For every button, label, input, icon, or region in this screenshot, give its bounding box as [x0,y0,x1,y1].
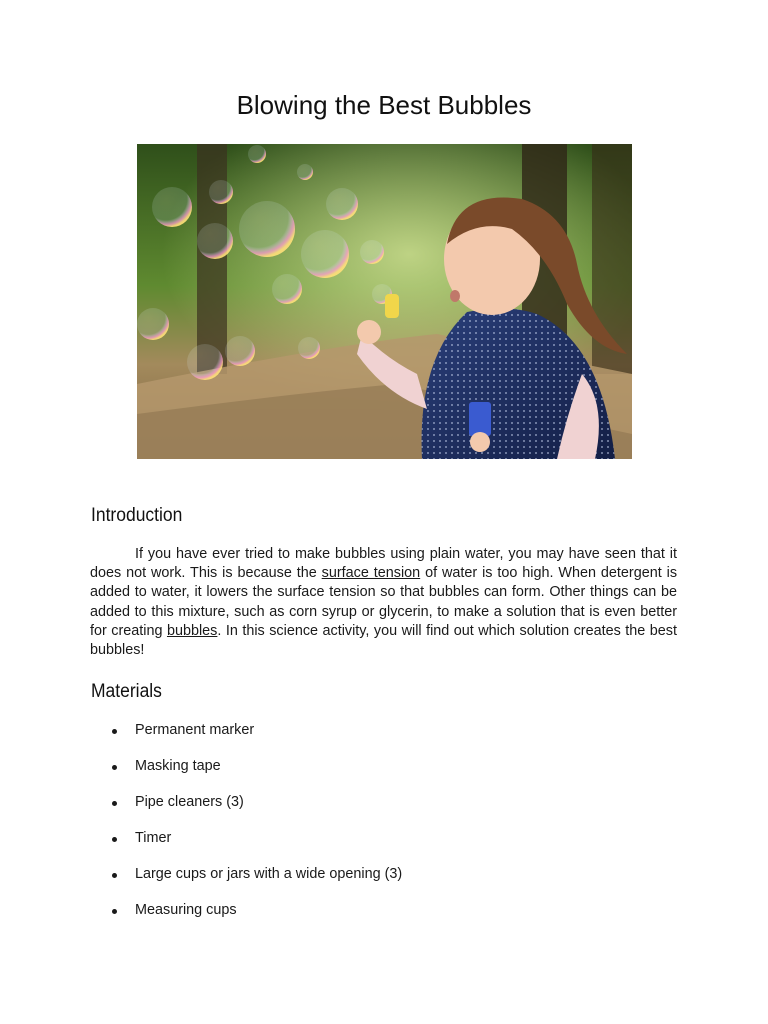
surface-tension-link[interactable]: surface tension [321,565,421,582]
materials-list [0,720,768,936]
bullet-icon [112,837,117,842]
bullet-icon [112,873,117,878]
hero-photo [137,144,632,459]
list-item-label: Masking tape [135,758,221,774]
intro-text: If you have ever tried to make bubbles using plain water, you may have seen that it does not work. This is because the [90,546,677,582]
list-item [0,864,768,900]
bullet-icon [112,765,117,770]
section-heading-materials: Materials [91,681,162,702]
section-heading-introduction: Introduction [91,505,183,526]
list-item [0,756,768,792]
list-item-label: Pipe cleaners (3) [135,794,244,810]
bubbles-link[interactable]: bubbles [166,622,218,639]
list-item-label: Measuring cups [135,902,237,918]
list-item-label: Large cups or jars with a wide opening (3) [135,866,403,882]
list-item-label: Permanent marker [135,722,255,738]
intro-text: . In this science activity, you will find out which solution creates the best bubbles! [90,622,677,659]
list-item [0,720,768,756]
list-item [0,792,768,828]
list-item [0,900,768,936]
list-item-label: Timer [135,830,172,846]
page-title: Blowing the Best Bubbles [236,90,532,120]
intro-text: of water is too high. When detergent is added to water, it lowers the surface tension so that bubbles can form. Other things can be added to this mixture, such as corn syrup or glycerin, to make a solution that is even better for creating [90,565,678,639]
list-item [0,828,768,864]
bullet-icon [112,801,117,806]
introduction-paragraph [90,545,677,660]
bullet-icon [112,729,117,734]
bullet-icon [112,909,117,914]
